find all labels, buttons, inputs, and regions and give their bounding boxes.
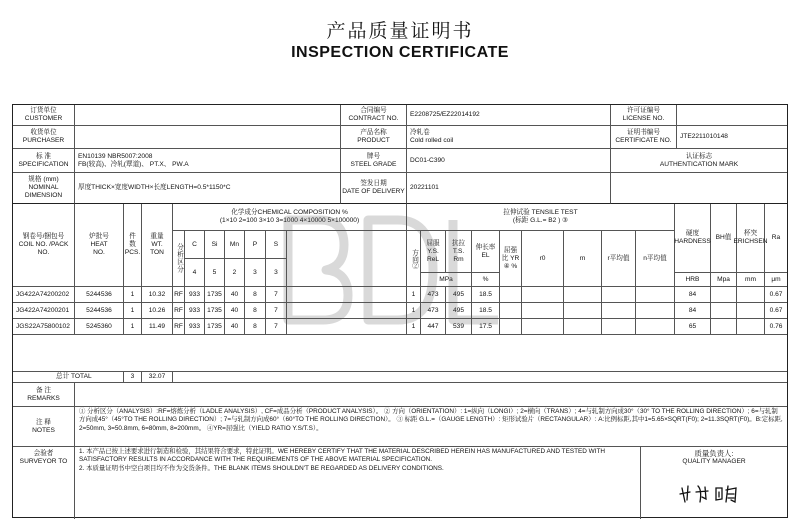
- s-value-cell: 7: [266, 303, 287, 319]
- erichsen-cell: [737, 319, 765, 335]
- yr-cell: [500, 303, 522, 319]
- n-average-cell: [636, 287, 675, 303]
- tensile-test-header: 拉伸试验 TENSILE TEST (标距 G.L.= B2 ) ③: [407, 204, 675, 231]
- c-value-cell: 933: [185, 319, 205, 335]
- quality-manager-box: 质量负责人: QUALITY MANAGER: [682, 449, 746, 465]
- elongation-cell: 18.5: [472, 303, 500, 319]
- chem-blank-header: [287, 231, 407, 287]
- direction-cell: 1: [407, 319, 421, 335]
- p-value-cell: 8: [245, 303, 266, 319]
- bh-cell: [711, 303, 737, 319]
- r0-cell: [522, 303, 564, 319]
- total-pcs: 3: [124, 372, 142, 383]
- authentication-value: [611, 173, 787, 204]
- c-value-cell: 933: [185, 303, 205, 319]
- pcs-cell: 1: [124, 303, 142, 319]
- rn-cell: [564, 319, 602, 335]
- analysis-cell: RF: [173, 287, 185, 303]
- surveyor-label: 会验者 SURVEYOR TO: [13, 447, 75, 519]
- chem-blank-cell: [287, 287, 407, 303]
- license-label: 许可证编号 LICENSE NO.: [611, 105, 677, 126]
- direction-cell: 1: [407, 287, 421, 303]
- ra-cell: 0.76: [765, 319, 787, 335]
- direction-cell: 1: [407, 303, 421, 319]
- bh-header: BH值: [711, 204, 737, 273]
- ra-cell: 0.67: [765, 287, 787, 303]
- tensile-strength-header: 抗拉 T.S. Rm: [446, 231, 472, 273]
- heat-no-cell: 5244536: [75, 303, 124, 319]
- s-value-cell: 7: [266, 319, 287, 335]
- mn-value-cell: 40: [225, 287, 245, 303]
- hardness-cell: 84: [675, 303, 711, 319]
- delivery-label: 签发日期 DATE OF DELIVERY: [341, 173, 407, 204]
- bh-cell: [711, 319, 737, 335]
- contract-value: E2208725/EZ22014192: [407, 105, 611, 126]
- bh-cell: [711, 287, 737, 303]
- pcs-header: 件 数 PCS.: [124, 204, 142, 287]
- elongation-unit: %: [472, 273, 500, 287]
- weight-header: 重量 WT. TON: [142, 204, 173, 287]
- empty-rows-area: [13, 335, 787, 372]
- si-value-cell: 1735: [205, 287, 225, 303]
- delivery-value: 20221101: [407, 173, 611, 204]
- elongation-cell: 18.5: [472, 287, 500, 303]
- total-label: 总计 TOTAL: [13, 372, 124, 383]
- erichsen-cell: [737, 287, 765, 303]
- r-average-cell: [602, 287, 636, 303]
- hardness-unit: HRB: [675, 273, 711, 287]
- heat-no-cell: 5245360: [75, 319, 124, 335]
- customer-label: 订货单位 CUSTOMER: [13, 105, 75, 126]
- handwritten-signature: [676, 480, 756, 506]
- weight-cell: 11.49: [142, 319, 173, 335]
- chem-element-header: Mn: [225, 231, 245, 259]
- chem-scale-header: 4: [185, 259, 205, 287]
- mpa-unit: MPa: [421, 273, 472, 287]
- chem-element-header: P: [245, 231, 266, 259]
- n-average-header: n平均值: [636, 231, 675, 287]
- authentication-label: 认证标志 AUTHENTICATION MARK: [611, 149, 787, 173]
- yield-header: 屈服 Y.S. ReL: [421, 231, 446, 273]
- chem-scale-header: 2: [225, 259, 245, 287]
- coil-no-cell: JGS22A75800102: [13, 319, 75, 335]
- erichsen-header: 杯突 ERICHSEN: [737, 204, 765, 273]
- p-value-cell: 8: [245, 287, 266, 303]
- purchaser-label: 收货单位 PURCHASER: [13, 126, 75, 149]
- purchaser-value: [75, 126, 341, 149]
- dimension-value: 厚度THICK×宽度WIDTH×长度LENGTH=0.5*1150*C: [75, 173, 341, 204]
- remarks-label: 备 注 REMARKS: [13, 383, 75, 407]
- notes-text: ① 分析区分（ANALYSIS）:RF=熔炼分析（LADLE ANALYSIS）, CF=成品分析（PRODUCT ANALYSIS）。 ② 方向（ORIENTATION）: 1=纵向（LONGI）; 2=横向（TRANS）; 4=与轧制方向成30°（30° TO THE ROLLING DIRECTION）; 6=与轧制方向成45°（45°TO THE ROLLING DIRECTION）; 7=与轧制方向成60°（60°TO THE ROLLING DIRECTION）。 ③ 标距 G.L.=（GAUGE LENGTH）: 矩形试验片（RECTANGULAR）: A:比例标距,其中1=5.65×SQRT(F0); 2=11.3SQRT(F0)。B:定标距, 2=50mm, 3=50.8mm, 6=80mm, 8=200mm。 ④YR=屈强比（YIELD RATIO Y.S/T.S）。: [75, 407, 787, 447]
- specification-label: 标 准 SPECIFICATION: [13, 149, 75, 173]
- dimension-label: 规格 (mm) NOMINAL DIMENSION: [13, 173, 75, 204]
- n-average-cell: [636, 303, 675, 319]
- mn-value-cell: 40: [225, 319, 245, 335]
- certificate-title-cn: 产品质量证明书: [326, 20, 474, 42]
- r0-cell: [522, 319, 564, 335]
- certificate-title-en: INSPECTION CERTIFICATE: [291, 44, 509, 61]
- r-average-cell: [602, 319, 636, 335]
- heat-no-header: 炉批号 HEAT NO.: [75, 204, 124, 287]
- r-average-header: r平均值: [602, 231, 636, 287]
- rn-header: rn: [564, 231, 602, 287]
- r0-cell: [522, 287, 564, 303]
- coil-no-cell: JG422A74200201: [13, 303, 75, 319]
- chem-scale-header: 3: [266, 259, 287, 287]
- coil-no-header: 钢卷号/捆包号 COIL NO. /PACK NO.: [13, 204, 75, 287]
- r0-header: r0: [522, 231, 564, 287]
- yield-ratio-header: 屈强比 YR ④ %: [500, 231, 522, 287]
- r-average-cell: [602, 303, 636, 319]
- customer-value: [75, 105, 341, 126]
- hardness-cell: 65: [675, 319, 711, 335]
- rn-cell: [564, 303, 602, 319]
- hardness-cell: 84: [675, 287, 711, 303]
- si-value-cell: 1735: [205, 303, 225, 319]
- weight-cell: 10.32: [142, 287, 173, 303]
- certificate-no-label: 证明书编号 CERTIFICATE NO.: [611, 126, 677, 149]
- analysis-cell: RF: [173, 303, 185, 319]
- c-value-cell: 933: [185, 287, 205, 303]
- chem-scale-header: 5: [205, 259, 225, 287]
- elongation-cell: 17.5: [472, 319, 500, 335]
- contract-label: 合同编号 CONTRACT NO.: [341, 105, 407, 126]
- analysis-cell: RF: [173, 319, 185, 335]
- chem-element-header: S: [266, 231, 287, 259]
- weight-cell: 10.26: [142, 303, 173, 319]
- yield-cell: 447: [421, 319, 446, 335]
- direction-header: 方向②: [407, 231, 421, 287]
- chem-element-header: C: [185, 231, 205, 259]
- yield-cell: 473: [421, 287, 446, 303]
- product-label: 产品名称 PRODUCT: [341, 126, 407, 149]
- certificate-table: [12, 104, 788, 518]
- chem-element-header: Si: [205, 231, 225, 259]
- rn-cell: [564, 287, 602, 303]
- erichsen-cell: [737, 303, 765, 319]
- yr-cell: [500, 287, 522, 303]
- declaration-text: 1. 本产品已按上述要求进行制造和检验，其结果符合要求，特此证明。WE HEREBY CERTIFY THAT THE MATERIAL DESCRIBED HEREIN HAS MANUFACTURED AND TESTED WITH SATISFACTORY RESULTS IN ACCORDANCE WITH THE REQUIREMENTS OF THE ABOVE MATERIAL SPECIFICATION. 2. 本质量证明书中空白项目均不作为交货条件。THE BLANK ITEMS SHOULDN'T BE REGARDED AS DELIVERY CONDITIONS.: [75, 447, 641, 519]
- chem-blank-cell: [287, 319, 407, 335]
- tensile-cell: 495: [446, 287, 472, 303]
- tensile-cell: 539: [446, 319, 472, 335]
- analysis-header: 分析区分: [173, 231, 185, 287]
- chem-blank-cell: [287, 303, 407, 319]
- tensile-cell: 495: [446, 303, 472, 319]
- hardness-header: 硬度 HARDNESS: [675, 204, 711, 273]
- ra-cell: 0.67: [765, 303, 787, 319]
- chem-scale-header: 3: [245, 259, 266, 287]
- erichsen-unit: mm: [737, 273, 765, 287]
- grade-label: 牌号 STEEL GRADE: [341, 149, 407, 173]
- grade-value: DC01-C390: [407, 149, 611, 173]
- n-average-cell: [636, 319, 675, 335]
- chemical-composition-header: 化学成分CHEMICAL COMPOSITION % (1×10 2=100 3×10 3=1000 4×10000 5×100000): [173, 204, 407, 231]
- specification-value: EN10139 NBR5007:2008 FB(较高)、冷轧(覃道)、 PT.X、 PW.A: [75, 149, 341, 173]
- pcs-cell: 1: [124, 287, 142, 303]
- mn-value-cell: 40: [225, 303, 245, 319]
- total-blank: [173, 372, 787, 383]
- yr-cell: [500, 319, 522, 335]
- license-value: [677, 105, 787, 126]
- coil-no-cell: JG422A74200202: [13, 287, 75, 303]
- product-value: 冷轧卷 Cold rolled coil: [407, 126, 611, 149]
- pcs-cell: 1: [124, 319, 142, 335]
- p-value-cell: 8: [245, 319, 266, 335]
- ra-header: Ra: [765, 204, 787, 273]
- si-value-cell: 1735: [205, 319, 225, 335]
- s-value-cell: 7: [266, 287, 287, 303]
- bh-unit: Mpa: [711, 273, 737, 287]
- yield-cell: 473: [421, 303, 446, 319]
- notes-label: 注 释 NOTES: [13, 407, 75, 447]
- total-weight: 32.07: [142, 372, 173, 383]
- certificate-no-value: JTE2211010148: [677, 126, 787, 149]
- heat-no-cell: 5244536: [75, 287, 124, 303]
- elongation-header: 伸长率 EL: [472, 231, 500, 273]
- ra-unit: μm: [765, 273, 787, 287]
- remarks-value: [75, 383, 787, 407]
